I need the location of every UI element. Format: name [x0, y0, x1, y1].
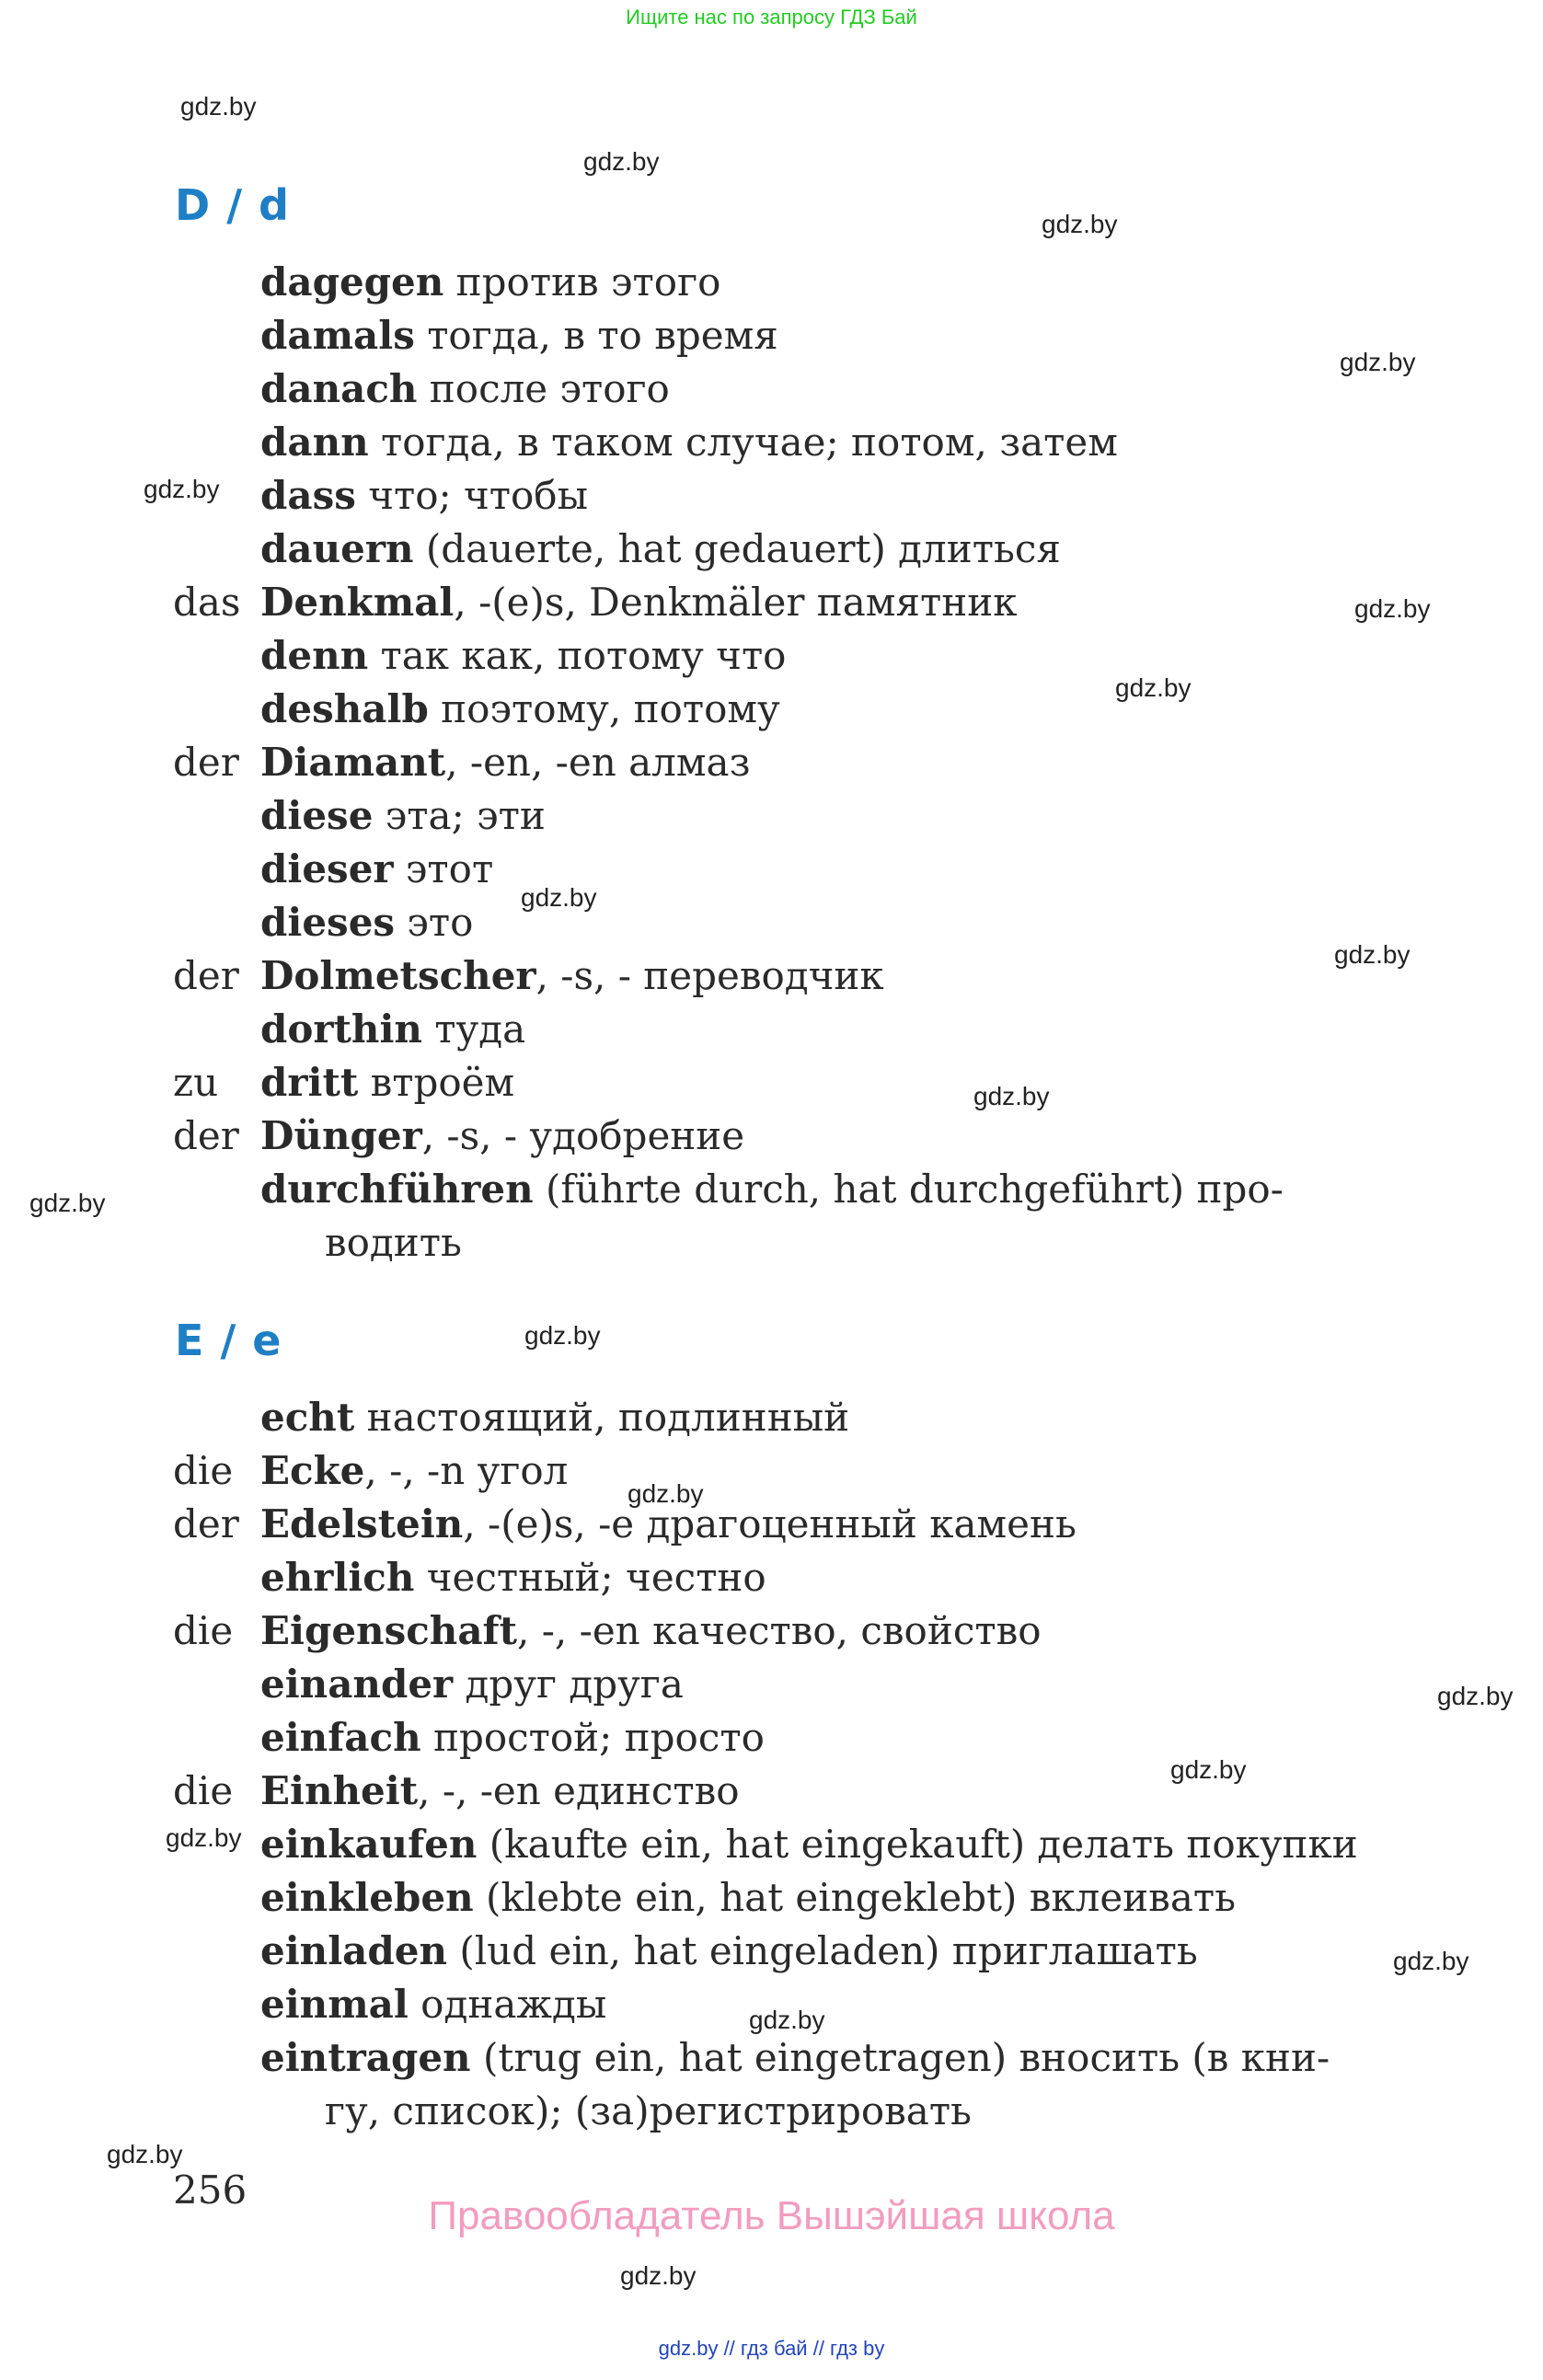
watermark: gdz.by [1393, 1947, 1469, 1975]
dictionary-entry [0, 1765, 1543, 1818]
entry-definition: (trug ein, hat eingetragen) вносить (в кни- [470, 2035, 1330, 2080]
dictionary-entry [0, 629, 1543, 683]
entry-headword: einkleben [260, 1875, 474, 1920]
entry-definition: , -en, -en алмаз [445, 740, 751, 785]
dictionary-entry [0, 362, 1543, 416]
watermark: gdz.by [107, 2140, 183, 2168]
entry-definition: тогда, в то время [414, 313, 778, 358]
entry-headword: Eigenschaft [260, 1608, 518, 1653]
dictionary-entry [0, 256, 1543, 309]
watermark: gdz.by [1170, 1755, 1247, 1784]
entry-continuation [0, 1216, 1543, 1270]
entry-definition: , -, -en единство [418, 1768, 740, 1813]
entry-headword-line [260, 416, 1118, 469]
entry-definition: (führte durch, hat durchgeführt) про- [533, 1167, 1284, 1212]
watermark: gdz.by [1334, 940, 1411, 969]
dictionary-entry [0, 1925, 1543, 1978]
entry-headword: Diamant [260, 740, 446, 785]
dictionary-entry [0, 523, 1543, 576]
entry-definition: , -(e)s, Denkmäler памятник [454, 580, 1018, 625]
dictionary-entry [0, 1604, 1543, 1658]
dictionary-entry [0, 683, 1543, 736]
entry-definition: против этого [443, 259, 721, 305]
watermark: gdz.by [144, 475, 220, 503]
dictionary-entry [0, 1658, 1543, 1711]
watermark: gdz.by [620, 2261, 697, 2290]
entry-definition: после этого [417, 366, 670, 411]
entry-definition: простой; просто [420, 1715, 765, 1760]
entry-definition: туда [421, 1006, 526, 1052]
entry-headword: diese [260, 793, 374, 838]
dictionary-entry [0, 736, 1543, 789]
entry-continuation-text: гу, список); (за)регистрировать [325, 2088, 972, 2133]
entry-headword: Edelstein [260, 1501, 464, 1546]
dictionary-entry [0, 1818, 1543, 1871]
entry-article: der [173, 740, 239, 785]
entry-headword-line [260, 736, 750, 789]
entry-headword: dieser [260, 846, 394, 891]
watermark: gdz.by [973, 1082, 1050, 1110]
dictionary-entry [0, 1163, 1543, 1216]
entry-headword: durchführen [260, 1167, 534, 1212]
dictionary-entry [0, 949, 1543, 1003]
dictionary-entry [0, 1871, 1543, 1925]
entry-headword-line [260, 1163, 1284, 1216]
dictionary-entry [0, 789, 1543, 843]
entry-headword-line [260, 629, 786, 683]
entry-headword-line [260, 1391, 849, 1444]
entry-headword: damals [260, 313, 415, 358]
entry-headword: Dolmetscher [260, 953, 536, 998]
entry-headword: danach [260, 366, 418, 411]
dictionary-entry [0, 1711, 1543, 1765]
entry-continuation-text: водить [325, 1220, 462, 1265]
entry-headword-line [260, 1444, 568, 1498]
entry-definition: поэтому, потому [428, 686, 780, 731]
entry-headword: dagegen [260, 259, 444, 305]
entry-headword-line [260, 576, 1017, 629]
entry-definition: , -(e)s, -e драгоценный камень [463, 1501, 1077, 1546]
dictionary-entry [0, 1978, 1543, 2031]
entry-headword-line [260, 1925, 1198, 1978]
page-number: 256 [173, 2167, 248, 2213]
entry-headword-line [260, 309, 778, 362]
entry-headword-line [260, 1110, 744, 1163]
entry-headword-line [260, 1056, 514, 1110]
watermark: gdz.by [1354, 594, 1431, 623]
dictionary-entry [0, 2031, 1543, 2085]
entry-headword-line [260, 1765, 740, 1818]
entry-definition: настоящий, подлинный [354, 1395, 850, 1440]
entry-definition: этот [393, 846, 494, 891]
section-heading-d: D / d [175, 180, 290, 230]
entry-headword-line [260, 1551, 766, 1604]
entry-article: die [173, 1448, 234, 1493]
entry-headword: dorthin [260, 1006, 422, 1052]
watermark: gdz.by [166, 1823, 242, 1852]
entry-headword-line [260, 1498, 1077, 1551]
entry-headword: dass [260, 473, 356, 518]
dictionary-entry [0, 309, 1543, 362]
entry-definition: тогда, в таком случае; потом, затем [368, 420, 1118, 465]
entry-article: das [173, 580, 241, 625]
entry-headword-line [260, 1658, 684, 1711]
entry-definition: однажды [408, 1982, 607, 2027]
watermark: gdz.by [628, 1479, 704, 1508]
entry-headword-line [260, 1003, 525, 1056]
entry-headword-line [260, 1871, 1236, 1925]
dictionary-entry [0, 1391, 1543, 1444]
entry-definition: втроём [358, 1060, 515, 1105]
entry-headword-line [260, 1978, 606, 2031]
entry-headword-line [260, 1711, 765, 1765]
watermark: gdz.by [583, 147, 660, 176]
entry-headword-line [260, 1604, 1042, 1658]
top-banner: Ищите нас по запросу ГДЗ Бай [626, 6, 917, 29]
watermark: gdz.by [749, 2006, 825, 2034]
entry-definition: , -s, - переводчик [535, 953, 884, 998]
dictionary-entry [0, 576, 1543, 629]
entry-headword: eintragen [260, 2035, 471, 2080]
entry-headword: einfach [260, 1715, 421, 1760]
watermark: gdz.by [1340, 348, 1416, 376]
entry-headword: einander [260, 1661, 454, 1707]
entry-article: zu [173, 1060, 219, 1105]
entry-headword: Ecke [260, 1448, 365, 1493]
entry-headword: dann [260, 420, 369, 465]
entry-headword-line [260, 2031, 1330, 2085]
dictionary-entry [0, 1444, 1543, 1498]
entry-headword-line [260, 949, 884, 1003]
entry-headword: echt [260, 1395, 355, 1440]
entry-article: die [173, 1608, 234, 1653]
entry-headword: einladen [260, 1928, 448, 1973]
entry-definition: так как, потому что [368, 633, 787, 678]
entry-headword: deshalb [260, 686, 429, 731]
entry-headword: Denkmal [260, 580, 455, 625]
entry-definition: (klebte ein, hat eingeklebt) вклеивать [473, 1875, 1236, 1920]
dictionary-entry [0, 1056, 1543, 1110]
entry-headword-line [260, 469, 588, 523]
watermark: gdz.by [1042, 210, 1118, 238]
entry-headword-line [260, 1818, 1358, 1871]
entry-definition: (dauerte, hat gedauert) длиться [413, 526, 1061, 571]
section-heading-e: E / e [175, 1316, 282, 1365]
entry-headword: dauern [260, 526, 414, 571]
entry-definition: это [395, 900, 474, 945]
entry-definition: эта; эти [373, 793, 546, 838]
entry-headword: dritt [260, 1060, 359, 1105]
dictionary-entry [0, 469, 1543, 523]
entry-headword: einkaufen [260, 1822, 478, 1867]
watermark: gdz.by [524, 1321, 601, 1350]
entry-definition: друг друга [453, 1661, 684, 1707]
watermark: gdz.by [1115, 673, 1192, 702]
dictionary-entry [0, 1498, 1543, 1551]
dictionary-entry [0, 1551, 1543, 1604]
dictionary-entry [0, 1110, 1543, 1163]
entry-continuation [0, 2085, 1543, 2138]
entry-definition: честный; честно [414, 1555, 766, 1600]
entry-definition: , -, -en качество, свойство [517, 1608, 1042, 1653]
dictionary-entry [0, 416, 1543, 469]
entry-headword-line [260, 843, 493, 896]
entry-headword: denn [260, 633, 369, 678]
dictionary-entry [0, 843, 1543, 896]
footer-links[interactable]: gdz.by // гдз бай // гдз by [658, 2337, 885, 2360]
entry-headword-line [260, 789, 546, 843]
watermark: gdz.by [29, 1189, 106, 1217]
dictionary-entry [0, 1003, 1543, 1056]
entry-definition: что; чтобы [355, 473, 589, 518]
entry-definition: , -, -n угол [364, 1448, 569, 1493]
entry-headword-line [260, 256, 720, 309]
dictionary-entry [0, 896, 1543, 949]
entry-headword-line [260, 523, 1061, 576]
entry-headword-line [260, 896, 473, 949]
entry-headword: Dünger [260, 1113, 422, 1158]
entry-headword: Einheit [260, 1768, 419, 1813]
copyright-notice: Правообладатель Вышэйшая школа [428, 2193, 1115, 2238]
entry-headword: ehrlich [260, 1555, 415, 1600]
watermark: gdz.by [1437, 1682, 1514, 1710]
entry-headword-line [260, 362, 670, 416]
entry-definition: (kaufte ein, hat eingekauft) делать покупки [477, 1822, 1358, 1867]
entry-headword-line [260, 683, 780, 736]
watermark: gdz.by [521, 883, 597, 912]
entry-headword: dieses [260, 900, 396, 945]
entry-article: der [173, 1113, 239, 1158]
entry-article: der [173, 1501, 239, 1546]
entry-definition: , -s, - удобрение [421, 1113, 745, 1158]
entry-headword: einmal [260, 1982, 409, 2027]
entry-article: der [173, 953, 239, 998]
entry-article: die [173, 1768, 234, 1813]
watermark: gdz.by [180, 92, 257, 121]
entry-definition: (lud ein, hat eingeladen) приглашать [447, 1928, 1198, 1973]
